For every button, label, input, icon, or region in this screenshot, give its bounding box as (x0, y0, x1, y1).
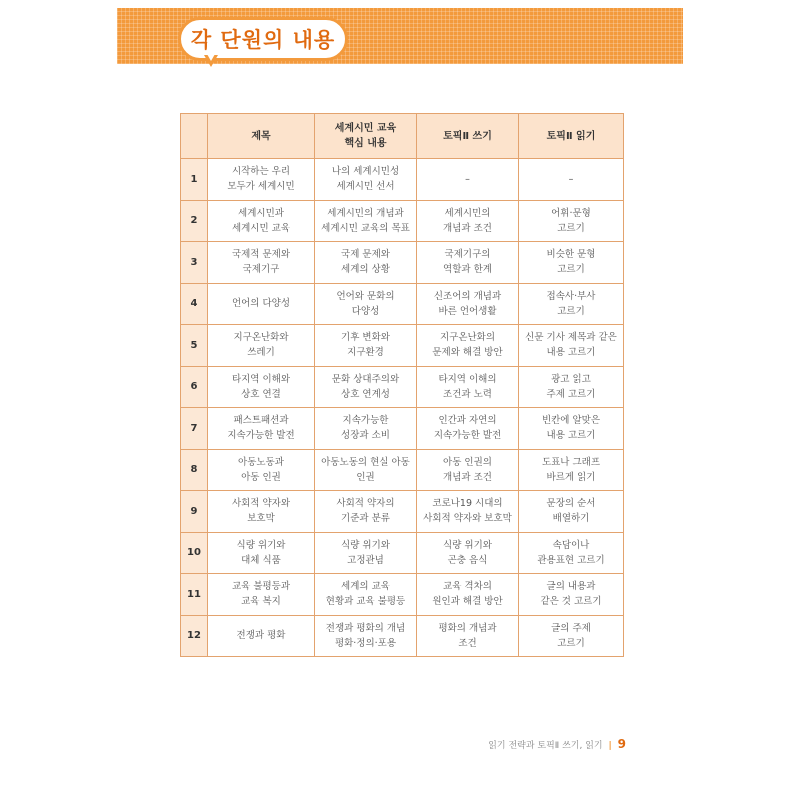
unit-number: 10 (181, 532, 208, 574)
table-cell (315, 532, 417, 574)
cell-line: 역할과 한계 (443, 264, 492, 276)
table-row (181, 200, 624, 242)
cell-line: 사회적 약자와 보호막 (423, 513, 512, 525)
cell-line: 아동 인권의 (443, 456, 492, 468)
table-cell (417, 574, 519, 616)
cell-line: 상호 연계성 (341, 388, 390, 400)
cell-line: 같은 것 고르기 (540, 596, 602, 608)
cell-line: 쓰레기 (247, 347, 275, 359)
cell-line: 배열하기 (552, 513, 590, 525)
bubble-tail-inner (207, 54, 215, 61)
cell-line: 모두가 세계시민 (227, 181, 295, 193)
cell-line: 고르기 (557, 222, 585, 234)
table-row (181, 366, 624, 408)
cell-line: 어휘·문형 (551, 207, 591, 219)
cell-line: – (465, 173, 470, 185)
footer (466, 737, 626, 751)
cell-line: 기후 변화와 (341, 332, 390, 344)
cell-line: 전쟁과 평화의 개념 (325, 622, 406, 634)
table-cell (417, 532, 519, 574)
table-cell (208, 242, 315, 284)
column-header (417, 114, 519, 159)
cell-line: 교육 복지 (241, 596, 281, 608)
cell-line: 타지역 이해와 (231, 373, 291, 385)
table-cell (315, 200, 417, 242)
cell-line: 현황과 교육 불평등 (325, 596, 406, 608)
cell-line: 고정관념 (347, 554, 384, 566)
cell-line: 언어의 다양성 (231, 298, 291, 310)
page-number: 9 (617, 737, 626, 751)
unit-number: 4 (181, 283, 208, 325)
cell-line: 빈칸에 알맞은 (541, 415, 601, 427)
table-cell (315, 449, 417, 491)
cell-line: 세계시민의 개념과 (327, 207, 404, 219)
table-cell (417, 159, 519, 201)
cell-line: 속담이나 (552, 539, 590, 551)
cell-line: 지구온난화의 (439, 332, 496, 344)
cell-line: 주제 고르기 (546, 388, 596, 400)
cell-line: 세계시민 교육 (334, 123, 397, 134)
cell-line: 문제와 해결 방안 (432, 347, 503, 359)
table-cell (519, 408, 624, 450)
table-cell (315, 242, 417, 284)
cell-line: 지속가능한 발전 (433, 430, 502, 442)
cell-line: 상호 연결 (241, 388, 281, 400)
cell-line: 개념과 조건 (443, 471, 492, 483)
table-cell (208, 408, 315, 450)
cell-line: 인간과 자연의 (438, 415, 497, 427)
cell-line: 조건 (458, 637, 477, 649)
table-cell (208, 574, 315, 616)
table-cell (519, 242, 624, 284)
table-row (181, 159, 624, 201)
footer-text: 읽기 전략과 토픽Ⅱ 쓰기, 읽기 (488, 741, 603, 751)
table-cell (417, 283, 519, 325)
table-cell (208, 449, 315, 491)
cell-line: 세계의 교육 (341, 581, 390, 593)
cell-line: 세계시민의 (444, 207, 491, 219)
table-row (181, 408, 624, 450)
table-cell (208, 159, 315, 201)
table-cell (519, 574, 624, 616)
column-header (519, 114, 624, 159)
table-cell (417, 242, 519, 284)
cell-line: 조건과 노력 (443, 388, 492, 400)
footer-separator: | (608, 741, 612, 751)
cell-line: 사회적 약자와 (231, 498, 291, 510)
cell-line: 지구온난화와 (233, 332, 289, 344)
unit-number: 12 (181, 615, 208, 657)
table-cell (315, 325, 417, 367)
table-cell (417, 408, 519, 450)
table-cell (208, 200, 315, 242)
table-cell (519, 200, 624, 242)
cell-line: 타지역 이해의 (438, 373, 497, 385)
cell-line: 아동노동과 (238, 456, 284, 468)
cell-line: 세계시민 교육의 목표 (321, 222, 410, 234)
table-cell (315, 159, 417, 201)
cell-line: 신조어의 개념과 (433, 290, 502, 302)
table-cell (519, 615, 624, 657)
cell-line: 원인과 해결 방안 (432, 596, 503, 608)
cell-line: 교육 격차의 (443, 581, 492, 593)
table-cell (417, 325, 519, 367)
cell-line: 전쟁과 평화 (236, 630, 286, 642)
cell-line: 바른 언어생활 (438, 305, 497, 317)
cell-line: 세계의 상황 (341, 264, 390, 276)
cell-line: 개념과 조건 (443, 222, 492, 234)
table-row (181, 574, 624, 616)
cell-line: 고르기 (557, 305, 585, 317)
table-cell (208, 325, 315, 367)
column-header (315, 114, 417, 159)
table-cell (519, 491, 624, 533)
table-cell (208, 283, 315, 325)
cell-line: 교육 불평등과 (231, 581, 291, 593)
cell-line: 지속가능한 발전 (227, 430, 295, 442)
cell-line: 기준과 분류 (341, 513, 390, 525)
table-cell (519, 283, 624, 325)
unit-number: 1 (181, 159, 208, 201)
cell-line: 고르기 (557, 264, 585, 276)
table-cell (315, 366, 417, 408)
cell-line: 평화의 개념과 (438, 622, 497, 634)
page-title: 각 단원의 내용 (190, 28, 336, 52)
cell-line: 식량 위기와 (341, 539, 390, 551)
table-row (181, 283, 624, 325)
column-header (208, 114, 315, 159)
cell-line: 지구환경 (347, 347, 384, 359)
cell-line: 바르게 읽기 (546, 471, 596, 483)
cell-line: 관용표현 고르기 (537, 554, 605, 566)
cell-line: 평화·정의·포용 (334, 637, 397, 649)
unit-number: 5 (181, 325, 208, 367)
cell-line: 문장의 순서 (546, 498, 596, 510)
cell-line: 보호막 (247, 513, 275, 525)
table-cell (417, 366, 519, 408)
cell-line: 신문 기사 제목과 같은 (525, 332, 617, 344)
cell-line: 국제기구의 (444, 249, 491, 261)
cell-line: 글의 내용과 (546, 581, 596, 593)
unit-number: 11 (181, 574, 208, 616)
unit-number: 2 (181, 200, 208, 242)
cell-line: 내용 고르기 (546, 430, 596, 442)
cell-line: 고르기 (557, 637, 585, 649)
cell-line: 접속사·부사 (546, 290, 596, 302)
table-cell (315, 283, 417, 325)
table-cell (519, 532, 624, 574)
cell-line: 국제적 문제와 (231, 249, 291, 261)
cell-line: 국제기구 (242, 264, 280, 276)
cell-line: 대체 식품 (241, 554, 281, 566)
table-header-row (181, 114, 624, 159)
cell-line: 문화 상대주의와 (331, 373, 400, 385)
cell-line: 패스트패션과 (233, 415, 289, 427)
cell-line: 비슷한 문형 (546, 249, 596, 261)
table-row (181, 242, 624, 284)
table-cell (208, 615, 315, 657)
table-body (181, 159, 624, 657)
cell-line: 다양성 (351, 305, 380, 317)
unit-number: 7 (181, 408, 208, 450)
cell-line: 인권 (356, 471, 375, 483)
unit-number: 6 (181, 366, 208, 408)
cell-line: 아동노동의 현실 아동 (321, 456, 410, 468)
cell-line: 토픽Ⅱ 읽기 (546, 130, 596, 142)
unit-number: 3 (181, 242, 208, 284)
table-cell (315, 574, 417, 616)
table-cell (208, 532, 315, 574)
column-header (181, 114, 208, 159)
cell-line: 글의 주제 (551, 622, 591, 634)
unit-number: 8 (181, 449, 208, 491)
cell-line: 내용 고르기 (546, 347, 596, 359)
cell-line: 세계시민과 (238, 207, 284, 219)
table-cell (417, 615, 519, 657)
table-cell (417, 200, 519, 242)
table-cell (519, 366, 624, 408)
units-table (180, 113, 624, 657)
cell-line: 지속가능한 (342, 415, 389, 427)
table-cell (519, 449, 624, 491)
table-row (181, 532, 624, 574)
table-cell (208, 366, 315, 408)
cell-line: 토픽Ⅱ 쓰기 (443, 130, 492, 142)
table-cell (417, 449, 519, 491)
cell-line: 제목 (251, 130, 271, 142)
cell-line: 코로나19 시대의 (432, 498, 503, 510)
cell-line: 언어와 문화의 (336, 290, 395, 302)
cell-line: 사회적 약자의 (336, 498, 395, 510)
cell-line: 나의 세계시민성 (331, 166, 400, 178)
table-cell (519, 159, 624, 201)
cell-line: 핵심 내용 (344, 138, 387, 149)
table-cell (315, 615, 417, 657)
cell-line: 도표나 그래프 (541, 456, 601, 468)
table-cell (519, 325, 624, 367)
cell-line: 세계시민 교육 (231, 222, 291, 234)
table-row (181, 449, 624, 491)
table-cell (315, 408, 417, 450)
table-row (181, 325, 624, 367)
table-cell (208, 491, 315, 533)
cell-line: 세계시민 선서 (336, 181, 395, 193)
table-cell (315, 491, 417, 533)
table-row (181, 491, 624, 533)
cell-line: 성장과 소비 (341, 430, 390, 442)
cell-line: 식량 위기와 (443, 539, 492, 551)
cell-line: 곤충 음식 (447, 554, 488, 566)
cell-line: 시작하는 우리 (231, 166, 291, 178)
cell-line: 식량 위기와 (236, 539, 286, 551)
table-cell (417, 491, 519, 533)
cell-line: 국제 문제와 (341, 249, 390, 261)
unit-number: 9 (181, 491, 208, 533)
table-row (181, 615, 624, 657)
cell-line: 광고 읽고 (551, 373, 591, 385)
cell-line: 아동 인권 (241, 471, 281, 483)
cell-line: – (568, 173, 574, 185)
